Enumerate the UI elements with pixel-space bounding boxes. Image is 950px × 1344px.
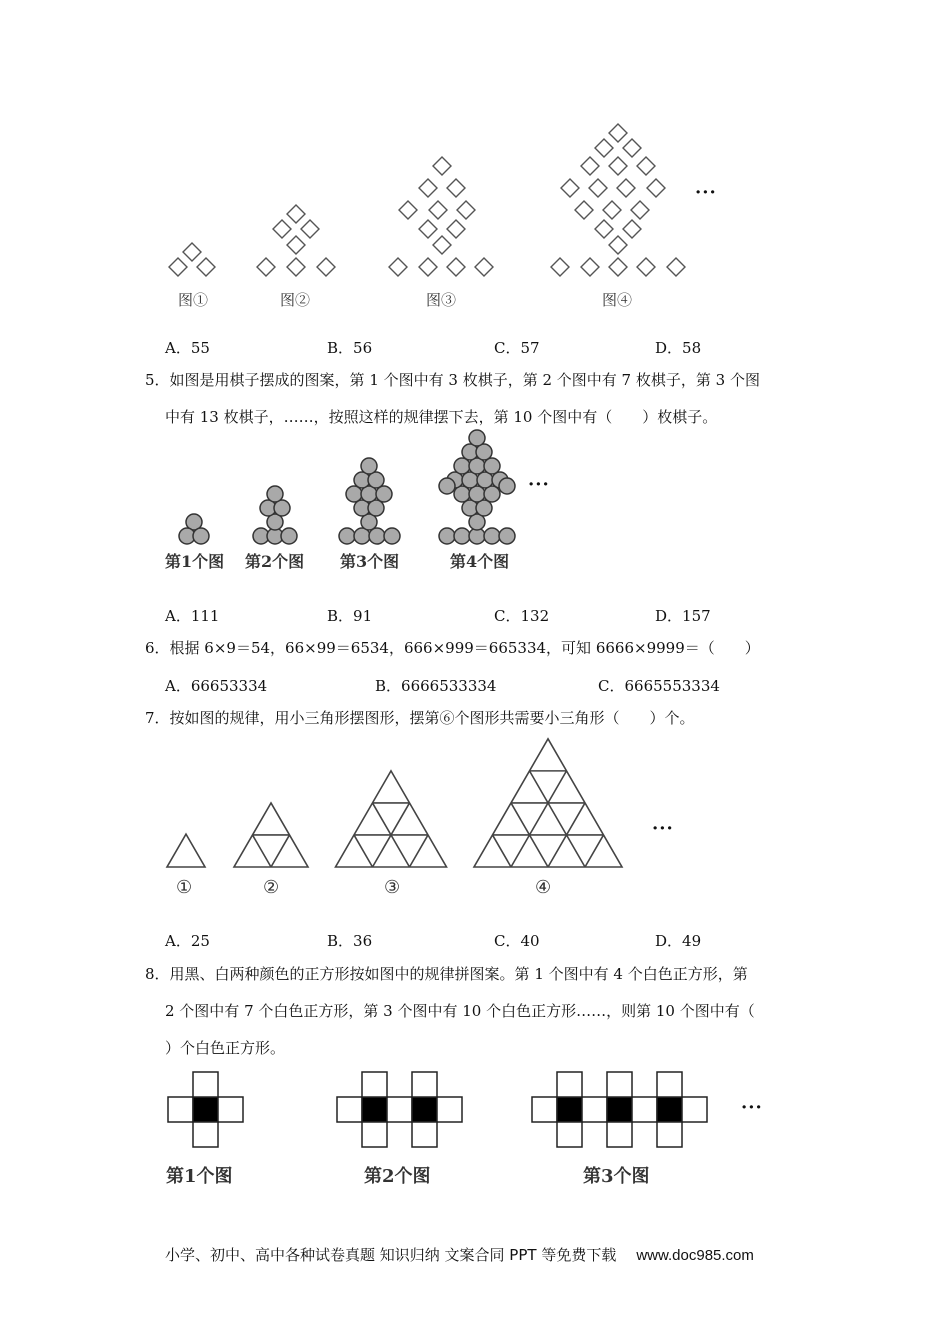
q4-option-a: A．55	[165, 339, 210, 357]
footer-text: 小学、初中、高中各种试卷真题 知识归纳 文案合同 PPT 等免费下载	[165, 1246, 617, 1264]
q6-option-c: C．6665553334	[598, 677, 720, 695]
black-square	[557, 1097, 582, 1122]
white-square	[387, 1097, 412, 1122]
white-square	[168, 1097, 193, 1122]
black-square	[193, 1097, 218, 1122]
q7-option-c: C．40	[494, 932, 540, 950]
white-square	[557, 1072, 582, 1097]
white-square	[193, 1122, 218, 1147]
white-square	[437, 1097, 462, 1122]
white-square	[657, 1122, 682, 1147]
white-square	[607, 1122, 632, 1147]
white-square	[193, 1072, 218, 1097]
white-square	[362, 1072, 387, 1097]
page-footer	[165, 1244, 754, 1265]
q5-caption-4: 第4个图	[450, 552, 510, 571]
q4-caption-3: 图③	[426, 291, 457, 309]
q7-option-b: B．36	[327, 932, 373, 950]
white-square	[412, 1072, 437, 1097]
q4-option-c: C．57	[494, 339, 540, 357]
black-square	[607, 1097, 632, 1122]
q7-ellipsis: ···	[652, 818, 674, 839]
q4-caption-1: 图①	[178, 291, 209, 309]
black-square	[362, 1097, 387, 1122]
q7-text-line1: 7．按如图的规律，用小三角形摆图形，摆第⑥个图形共需要小三角形（ ）个。	[145, 709, 695, 727]
q7-option-d: D．49	[655, 932, 702, 950]
black-square	[412, 1097, 437, 1122]
q5-option-d: D．157	[655, 607, 711, 625]
black-square	[657, 1097, 682, 1122]
white-square	[632, 1097, 657, 1122]
q6-option-a: A．66653334	[165, 677, 268, 695]
q5-caption-1: 第1个图	[165, 552, 225, 571]
q7-caption-2: ②	[263, 877, 280, 898]
white-square	[657, 1072, 682, 1097]
q4-option-d: D．58	[655, 339, 702, 357]
q5-ellipsis: ···	[528, 474, 550, 495]
q8-text-line2: 2 个图中有 7 个白色正方形，第 3 个图中有 10 个白色正方形……，则第 10 个图中有（	[165, 1002, 755, 1020]
white-square	[607, 1072, 632, 1097]
q6-option-b: B．6666533334	[375, 677, 497, 695]
white-square	[532, 1097, 557, 1122]
white-square	[337, 1097, 362, 1122]
q5-option-b: B．91	[327, 607, 373, 625]
q7-caption-3: ③	[384, 877, 401, 898]
q4-option-b: B．56	[327, 339, 373, 357]
q8-caption-2: 第2个图	[364, 1166, 431, 1187]
q5-caption-2: 第2个图	[245, 552, 305, 571]
q8-caption-1: 第1个图	[166, 1166, 233, 1187]
q4-ellipsis: ···	[695, 182, 717, 203]
q5-option-a: A．111	[165, 607, 220, 625]
white-square	[557, 1122, 582, 1147]
white-square	[582, 1097, 607, 1122]
q8-text-line1: 8．用黑、白两种颜色的正方形按如图中的规律拼图案。第 1 个图中有 4 个白色正方形，第	[145, 965, 748, 983]
q8-text-line3: ）个白色正方形。	[165, 1039, 286, 1057]
q7-option-a: A．25	[165, 932, 210, 950]
q7-caption-1: ①	[176, 877, 193, 898]
q4-caption-4: 图④	[602, 291, 633, 309]
white-square	[362, 1122, 387, 1147]
q7-caption-4: ④	[535, 877, 552, 898]
white-square	[218, 1097, 243, 1122]
q5-caption-3: 第3个图	[340, 552, 400, 571]
white-square	[682, 1097, 707, 1122]
white-square	[412, 1122, 437, 1147]
q5-option-c: C．132	[494, 607, 550, 625]
q5-text-line1: 5．如图是用棋子摆成的图案，第 1 个图中有 3 枚棋子，第 2 个图中有 7 枚棋子，第 3 个图	[145, 371, 760, 389]
q8-caption-3: 第3个图	[583, 1166, 650, 1187]
q5-text-line2: 中有 13 枚棋子，……，按照这样的规律摆下去，第 10 个图中有（ ）枚棋子。	[165, 408, 718, 426]
footer-url[interactable]: www.doc985.com	[636, 1247, 754, 1264]
q6-text-line1: 6．根据 6×9＝54，66×99＝6534，666×999＝665334，可知 6666×9999＝（ ）	[145, 639, 760, 657]
q8-ellipsis: ···	[741, 1097, 763, 1118]
q4-caption-2: 图②	[280, 291, 311, 309]
